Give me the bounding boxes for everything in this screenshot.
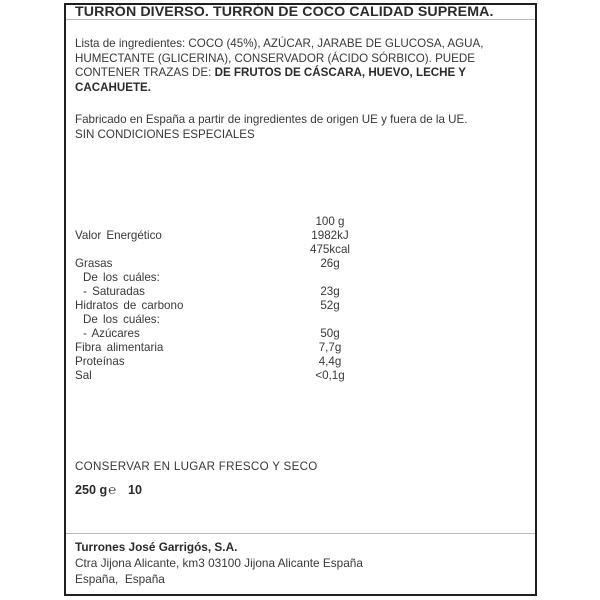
nutrition-row-value: <0,1g <box>315 369 345 382</box>
storage-instructions: CONSERVAR EN LUGAR FRESCO Y SECO <box>75 460 318 473</box>
nutrition-row-value: 50g <box>320 327 340 340</box>
nutrition-row <box>75 257 533 271</box>
footer-separator-line <box>66 533 535 534</box>
nutrition-row-label: - Azúcares <box>83 327 140 340</box>
product-title: TURRÓN DIVERSO. TURRÓN DE COCO CALIDAD SUPREMA. <box>75 5 494 19</box>
manufacturer-country: España, España <box>75 572 165 586</box>
nutrition-row-label <box>75 243 255 257</box>
special-conditions-line: SIN CONDICIONES ESPECIALES <box>75 128 255 142</box>
nutrition-row-label: Grasas <box>75 257 113 270</box>
nutrition-row-value: 7,7g <box>318 341 342 354</box>
nutrition-row-value: 4,4g <box>318 355 342 368</box>
nutrition-row-value: 23g <box>320 285 340 298</box>
title-separator-line <box>66 19 535 20</box>
nutrition-row-value: 52g <box>320 299 340 312</box>
nutrition-row-value: 1982kJ <box>311 229 349 242</box>
nutrition-row-label: Proteínas <box>75 355 125 368</box>
nutrition-row <box>75 271 533 285</box>
nutrition-row <box>75 229 533 243</box>
estimated-e-mark-icon: ℮ <box>108 482 117 497</box>
nutrition-row-label: De los cuáles: <box>83 313 160 326</box>
allergens-text: DE FRUTOS DE CÁSCARA, HUEVO, LECHE Y CACAHUETE. <box>75 66 466 94</box>
nutrition-header-row <box>75 215 533 229</box>
nutrition-row-label: - Saturadas <box>83 285 145 298</box>
nutrition-row-value <box>255 271 405 285</box>
label-border-box <box>64 3 537 596</box>
net-weight-line <box>75 482 142 498</box>
ingredients-paragraph <box>75 37 533 95</box>
manufacturer-name: Turrones José Garrigós, S.A. <box>75 540 238 554</box>
manufacturer-block <box>75 539 530 587</box>
nutrition-column-header: 100 g <box>315 215 345 228</box>
net-weight-value: 250 g <box>75 483 108 497</box>
nutrition-row <box>75 299 533 313</box>
nutrition-row <box>75 369 533 383</box>
nutrition-table <box>75 215 533 383</box>
origin-block <box>75 112 533 142</box>
nutrition-row <box>75 243 533 257</box>
nutrition-row <box>75 327 533 341</box>
nutrition-row-value: 26g <box>320 257 340 270</box>
nutrition-row-label: Sal <box>75 369 92 382</box>
nutrition-row <box>75 355 533 369</box>
ingredients-text: Lista de ingredientes: COCO (45%), AZÚCAR, JARABE DE GLUCOSA, AGUA, HUMECTANTE (GLICERINA), CONSERVADOR (ÁCIDO SÓRBICO). PUEDE CONTENER TRAZAS DE: <box>75 37 484 80</box>
units-count: 10 <box>128 483 143 497</box>
nutrition-row-value <box>255 313 405 327</box>
nutrition-row <box>75 313 533 327</box>
origin-line: Fabricado en España a partir de ingredientes de origen UE y fuera de la UE. <box>75 113 468 126</box>
nutrition-row-value: 475kcal <box>310 243 350 256</box>
nutrition-row <box>75 285 533 299</box>
nutrition-row-label: Hidratos de carbono <box>75 299 184 312</box>
manufacturer-address: Ctra Jijona Alicante, km3 03100 Jijona Alicante España <box>75 556 363 570</box>
nutrition-row-label: De los cuáles: <box>83 271 160 284</box>
nutrition-row <box>75 341 533 355</box>
nutrition-row-label: Fibra alimentaria <box>75 341 164 354</box>
nutrition-row-label: Valor Energético <box>75 229 162 242</box>
nutrition-rows-container <box>75 229 533 383</box>
